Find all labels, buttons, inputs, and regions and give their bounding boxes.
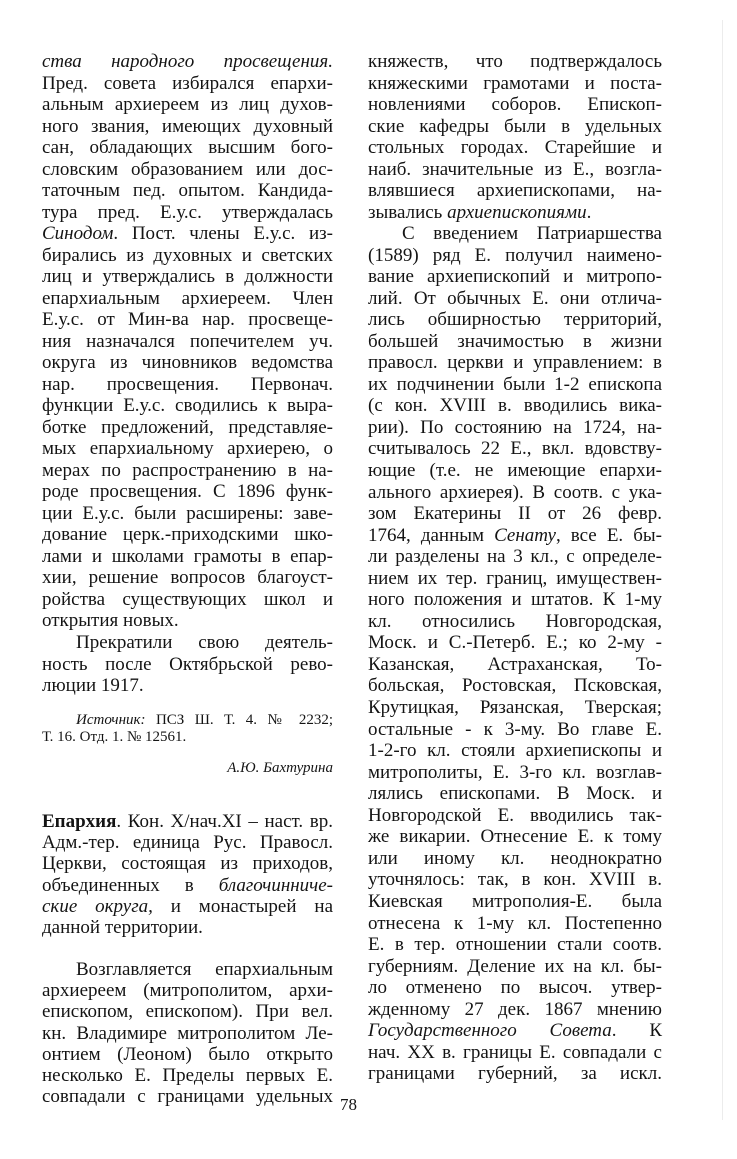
text-line [42,202,333,224]
text-segment: жденному 27 дек. 1867 мнению [368,998,662,1020]
italic-term: Государственного Совета [368,1020,612,1042]
text-line [42,959,333,980]
text-segment: же викарии. Отнесение Е. к тому [368,826,662,848]
text-segment: . Пост. члены Е.у.с. из- [113,223,333,244]
page-number: 78 [340,1095,357,1114]
text-segment: правосл. церкви и управлением: в [368,352,662,374]
text-line [42,632,333,654]
text-segment: епархиальным архиереем. Член [42,287,333,309]
text-line [42,460,333,482]
text-line [368,73,662,95]
text-segment: Пред. совета избирался епархи- [42,72,333,94]
text-line [368,826,662,848]
text-segment: округа из чиновников ведомства [42,352,333,373]
text-line [368,288,662,310]
text-segment: Церкви, состоящая из приходов, [42,853,333,875]
text-segment: ПСЗ Ш. Т. 4. № 2232; [145,712,333,728]
text-segment: Е. в тер. отношении стали соотв. [368,934,662,956]
text-segment: влявшиеся архиепископами, на- [368,180,662,201]
text-segment: (1589) ряд Е. получил наимено- [368,244,662,266]
text-line [42,266,333,288]
text-line [368,180,662,202]
text-line [368,675,662,697]
text-segment: ального архиерея). В соотв. с ука- [368,481,662,503]
text-line [42,546,333,568]
text-line [42,729,333,746]
text-segment: . К [611,1020,662,1042]
text-line [42,1086,333,1107]
text-segment: Прекратили свою деятель- [76,632,333,653]
text-line [368,374,662,396]
text-segment: дование церк.-приходскими шко- [42,524,333,545]
text-line [368,783,662,805]
text-segment: княжеств, что подтверждалось [368,51,662,72]
text-segment: 1764, данным [368,524,495,546]
text-line [368,546,662,568]
text-line [42,438,333,460]
text-line [42,137,333,159]
text-line [368,266,662,288]
paragraph-patriarchate [368,223,662,1085]
italic-term: ские округа, [42,895,153,917]
text-segment: бирались из духовных и светских [42,244,333,266]
text-segment: ного звания, имеющих духовный [42,115,333,137]
text-segment: Т. 16. Отд. 1. № 12561. [42,729,187,745]
text-line [368,460,662,482]
text-line [42,980,333,1001]
text-line [368,51,662,73]
text-segment: . Кон. X/нач.XI – наст. вр. [116,811,333,832]
text-segment: словским образованием или дос- [42,158,333,180]
italic-term: ства народного просвещения. [42,51,333,72]
paragraph-october-revolution [42,632,333,697]
text-line [368,309,662,331]
text-line [368,223,662,245]
text-line [368,719,662,741]
italic-term: Сенату [494,524,556,546]
text-line [42,180,333,202]
text-line [42,896,333,917]
italic-term: архиепископиями [447,201,587,223]
text-segment: губерниям. Деление их на кл. бы- [368,955,662,977]
text-line [368,977,662,999]
text-line [42,417,333,439]
text-line [368,202,662,224]
text-segment: совпадали с границами удельных [42,1086,333,1108]
text-line [42,811,333,832]
text-line [368,568,662,590]
text-line [42,331,333,353]
text-segment: уточнялось: так, в кон. XVIII в. [368,869,662,891]
text-segment: тура пред. Е.у.с. утверждалась [42,201,333,223]
text-line [42,567,333,589]
text-segment: открытия новых. [42,610,179,631]
text-segment: больская, Ростовская, Псковская, [368,675,662,697]
text-line [368,159,662,181]
text-segment: данной территории. [42,916,203,938]
text-line [42,712,333,729]
text-segment: новлениями соборов. Епископ- [368,94,662,115]
text-segment: стольных городах. Старейшие и [368,137,662,158]
text-segment: или иному кл. неоднократно [368,847,662,869]
text-line [42,853,333,874]
text-segment: лялись епископами. В Моск. и [368,783,662,805]
text-segment: остальные - к 3-му. Во главе Е. [368,718,662,740]
text-segment: 1-2-го кл. стояли архиепископы и [368,740,662,762]
text-line [368,1020,662,1042]
text-line [368,956,662,978]
text-segment: ботке предложений, представляе- [42,416,333,438]
text-line [368,137,662,159]
text-segment: нием их тер. границ, имуществен- [368,567,662,589]
text-segment: зывались [368,201,448,223]
text-segment: рии). По состоянию на 1724, на- [368,416,662,438]
paragraph-eparchy-head [42,959,333,1107]
text-segment: Новгородской Е. вводились так- [368,804,662,826]
text-segment: княжескими грамотами и поста- [368,72,662,94]
text-segment: ли разделены на 3 кл., с определе- [368,546,662,568]
text-line [368,1063,662,1085]
text-segment: ции Е.у.с. были расширены: заве- [42,502,333,524]
text-segment: ного положения и штатов. К 1-му [368,589,662,611]
text-line [368,999,662,1021]
text-segment: нар. просвещения. Первонач. [42,373,333,395]
text-line [42,159,333,181]
text-segment: С введением Патриаршества [402,223,662,244]
text-segment: лий. От обычных Е. они отлича- [368,287,662,309]
text-line [368,94,662,116]
text-segment: , все Е. бы- [555,524,662,546]
text-segment: большей значимостью в жизни [368,330,662,352]
text-segment: ло отменено по высоч. утвер- [368,977,662,999]
text-line [368,632,662,654]
text-segment: Крутицкая, Рязанская, Тверская; [368,697,662,719]
text-line [368,116,662,138]
text-segment: вание архиепископий и митропо- [368,266,662,288]
text-line [42,610,333,632]
text-line [42,503,333,525]
text-line [42,94,333,116]
text-segment: ния назначался попечителем уч. [42,330,333,352]
text-line [42,116,333,138]
scan-artifact-line [722,20,723,1120]
text-segment: хии, решение вопросов благоуст- [42,567,333,588]
text-segment: их подчинении были 1-2 епископа [368,373,662,395]
text-segment: лись обширностью территорий, [368,309,662,331]
text-line [368,869,662,891]
entry-eparchy-definition [42,811,333,938]
text-segment: ские кафедры были в удельных [368,115,662,137]
text-segment: мерах по распространению в на- [42,459,333,481]
text-line [368,805,662,827]
text-line [368,503,662,525]
text-line [368,1042,662,1064]
text-segment: ность после Октябрьской рево- [42,653,333,675]
text-segment: альным архиереем из лиц духов- [42,94,333,115]
entry-headword: Епархия [42,811,117,832]
text-line [42,675,333,697]
text-segment: (с кон. XVIII в. вводились вика- [368,395,662,417]
text-line [368,848,662,870]
text-segment: Моск. и С.-Петерб. Е.; ко 2-му - [368,632,662,654]
text-segment: и монастырей на [152,895,333,917]
text-segment: зом Екатерины II от 26 февр. [368,503,662,525]
text-segment: кн. Владимире митрополитом Ле- [42,1022,333,1044]
text-line [368,352,662,374]
text-line [42,223,333,245]
text-line [42,1001,333,1022]
text-line [368,654,662,676]
source-citation [42,712,333,746]
text-line [42,73,333,95]
text-segment: считывалось 22 Е., вкл. вдовству- [368,438,662,460]
text-segment: кл. относились Новгородская, [368,610,662,632]
text-line [368,395,662,417]
text-line [368,891,662,913]
text-segment: люции 1917. [42,675,144,696]
text-line [42,524,333,546]
text-segment: несколько Е. Пределы первых Е. [42,1064,333,1086]
text-line [42,1065,333,1086]
text-line [42,309,333,331]
italic-term: Синодом [42,223,114,244]
text-segment: Возглавляется епархиальным [76,959,333,980]
text-line [42,374,333,396]
italic-term: Источник: [76,712,146,728]
text-line [42,832,333,853]
italic-term: благочинниче- [218,874,333,896]
text-line [368,525,662,547]
text-segment: границами губерний, за искл. [368,1063,662,1085]
text-line [42,51,333,73]
text-segment: мых епархиальному архиерею, о [42,438,333,459]
author-signature: А.Ю. Бахтурина [227,760,333,776]
text-segment: Адм.-тер. единица Рус. Правосл. [42,832,333,854]
text-segment: Казанская, Астраханская, То- [368,653,662,675]
text-line [42,1044,333,1065]
text-segment: объединенных в [42,874,219,896]
text-line [42,917,333,938]
text-line [368,913,662,935]
text-segment: отнесена к 1-му кл. Постепенно [368,912,662,934]
text-line [42,395,333,417]
text-line [368,611,662,633]
text-line [42,875,333,896]
text-line [368,740,662,762]
text-segment: наиб. значительные из Е., возгла- [368,158,662,180]
text-segment: таточным пед. опытом. Кандида- [42,180,333,201]
text-segment: лами и школами грамоты в епар- [42,545,333,567]
text-line [368,417,662,439]
text-segment: Киевская митрополия-Е. была [368,890,662,912]
text-segment: роде просвещения. С 1896 функ- [42,481,333,502]
text-segment: епископом, епископом). При вел. [42,1001,333,1023]
text-line [42,481,333,503]
text-line [368,762,662,784]
text-line [368,697,662,719]
text-segment: Е.у.с. от Мин-ва нар. просвеще- [42,309,333,330]
text-line [368,589,662,611]
text-segment: . [586,201,592,223]
text-segment: функции Е.у.с. сводились к выра- [42,395,333,416]
text-line [42,654,333,676]
text-segment: онтием (Леоном) было открыто [42,1043,333,1065]
paragraph-continuation [42,51,333,632]
text-segment: лиц и утверждались в должности [42,266,333,287]
text-line [368,482,662,504]
text-line [368,438,662,460]
text-line [42,1023,333,1044]
text-segment: архиереем (митрополитом, архи- [42,980,333,1002]
text-segment: ройства существующих школ и [42,588,333,610]
text-line [42,589,333,611]
text-line [42,352,333,374]
text-line [368,331,662,353]
text-line [42,245,333,267]
text-segment: митрополиты, Е. 3-го кл. возглав- [368,761,662,783]
text-line [368,245,662,267]
text-line [42,288,333,310]
text-line [368,934,662,956]
text-segment: сан, обладающих высшим бого- [42,137,333,158]
paragraph-principalities [368,51,662,223]
text-segment: ющие (т.е. не имеющие епархи- [368,460,662,482]
text-segment: нач. XX в. границы Е. совпадали с [368,1041,662,1063]
